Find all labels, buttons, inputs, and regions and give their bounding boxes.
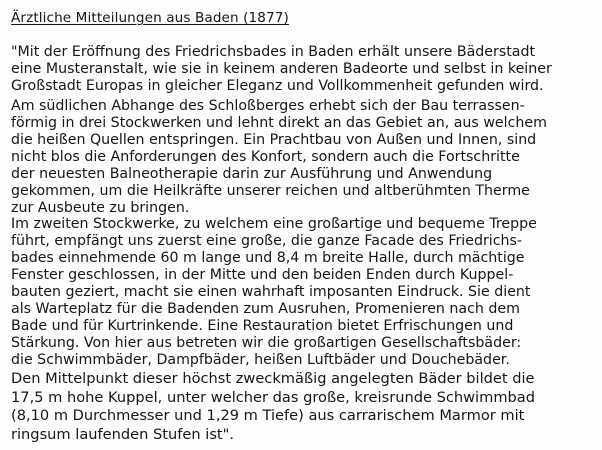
text-line: die heißen Quellen entspringen. Ein Prachtbau von Außen und Innen, sind: [11, 132, 537, 148]
text-line: Bade und für Kurtrinkende. Eine Restauration bietet Erfrischungen und: [11, 318, 514, 334]
text-line: ringsum laufenden Stufen ist".: [11, 425, 234, 443]
paragraph-1: [11, 44, 602, 95]
document-title: Ärztliche Mitteilungen aus Baden (1877): [11, 10, 289, 26]
text-line: Am südlichen Abhange des Schloßberges erhebt sich der Bau terrassen-: [11, 98, 525, 114]
paragraph-3: [11, 216, 602, 369]
text-line: "Mit der Eröffnung des Friedrichsbades in Baden erhält unsere Bäderstadt: [11, 44, 536, 60]
text-line: führt, empfängt uns zuerst eine große, die ganze Facade des Friedrichs-: [11, 233, 523, 249]
text-line: nicht blos die Anforderungen des Konfort, sondern auch die Fortschritte: [11, 149, 520, 165]
text-line: Den Mittelpunkt dieser höchst zweckmäßig angelegten Bäder bildet die: [11, 370, 535, 387]
text-line: der neuesten Balneotherapie darin zur Ausführung und Anwendung: [11, 166, 493, 182]
text-line: bades einnehmende 60 m lange und 8,4 m breite Halle, durch mächtige: [11, 250, 525, 266]
text-line: 17,5 m hohe Kuppel, unter welcher das große, kreisrunde Schwimmbad: [11, 388, 536, 406]
text-line: eine Musteranstalt, wie sie in keinem anderen Badeorte und selbst in keiner: [11, 61, 552, 77]
text-line: Stärkung. Von hier aus betreten wir die großartigen Gesellschaftsbäder:: [11, 335, 522, 351]
text-line: förmig in drei Stockwerken und lehnt direkt an das Gebiet an, aus welchem: [11, 115, 547, 131]
text-line: bauten geziert, macht sie einen wahrhaft imposanten Eindruck. Sie dient: [11, 284, 531, 300]
text-line: (8,10 m Durchmesser und 1,29 m Tiefe) aus carrarischem Marmor mit: [11, 407, 525, 424]
text-line: Fenster geschlossen, in der Mitte und den beiden Enden durch Kuppel-: [11, 267, 514, 283]
text-line: Im zweiten Stockwerke, zu welchem eine großartige und bequeme Treppe: [11, 216, 537, 232]
text-line: die Schwimmbäder, Dampfbäder, heißen Luftbäder und Douchebäder.: [11, 352, 510, 368]
paragraph-2: [11, 98, 602, 217]
text-line: zur Ausbeute zu bringen.: [11, 200, 190, 216]
text-line: als Warteplatz für die Badenden zum Ausruhen, Promenieren nach dem: [11, 301, 520, 317]
text-line: gekommen, um die Heilkräfte unserer reichen und altberühmten Therme: [11, 183, 530, 199]
text-line: Großstadt Europas in gleicher Eleganz und Vollkommenheit gefunden wird.: [11, 78, 544, 94]
paragraph-4: [11, 370, 602, 444]
